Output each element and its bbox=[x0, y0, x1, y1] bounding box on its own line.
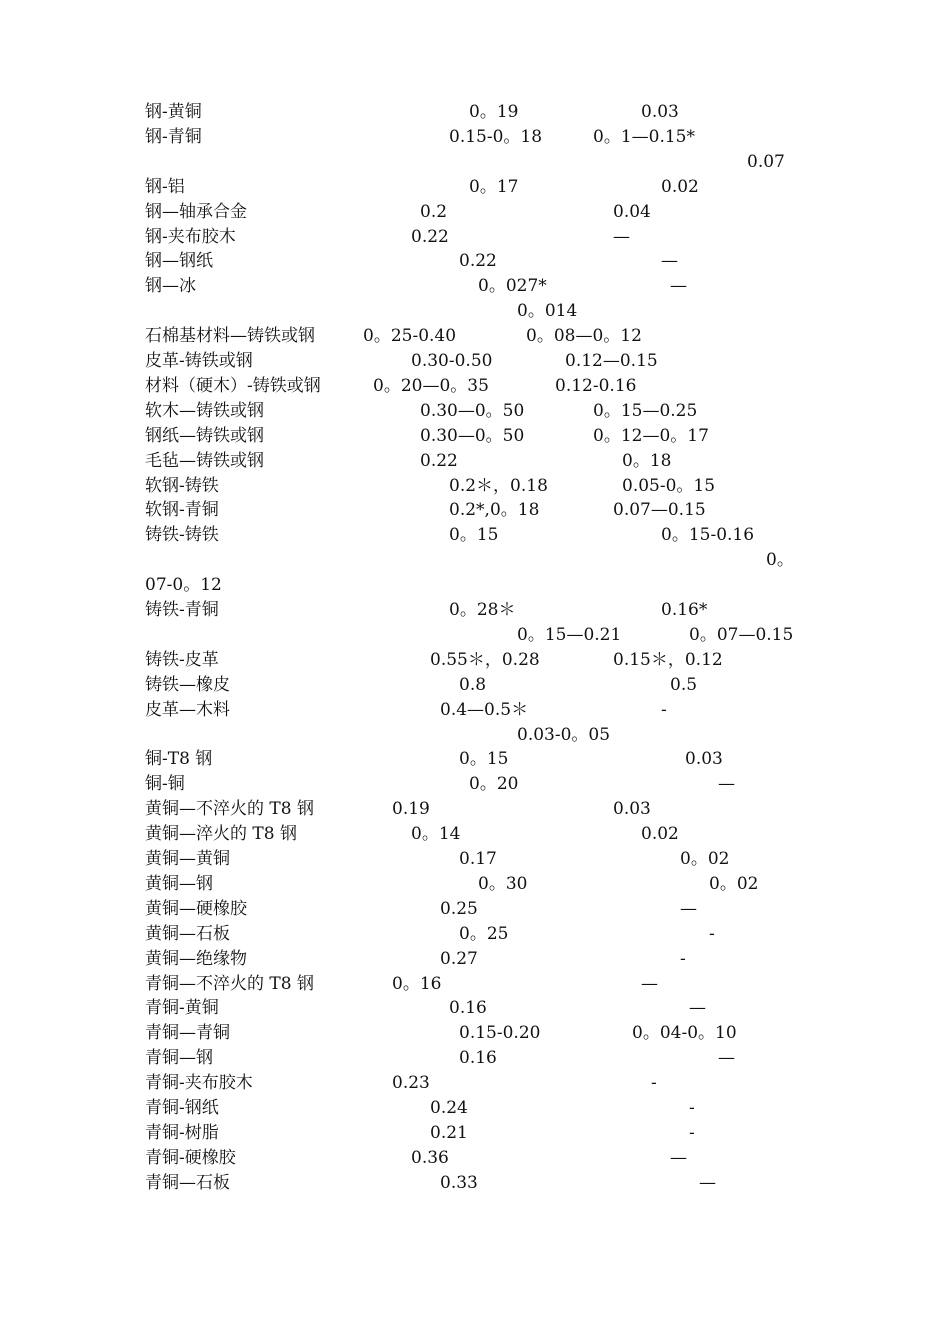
row-value: — bbox=[680, 898, 697, 919]
row-value: — bbox=[699, 1172, 716, 1193]
row-value: 0.23 bbox=[392, 1073, 430, 1094]
row-value: 0。15 bbox=[459, 749, 509, 770]
row-value: 0.24 bbox=[430, 1098, 468, 1118]
row-material: 青铜-黄铜 bbox=[145, 998, 219, 1019]
row-value: 0.19 bbox=[392, 799, 430, 820]
row-value: 0。 bbox=[766, 550, 794, 571]
row-material: 钢—冰 bbox=[145, 276, 196, 297]
row-value: 0。1—0.15* bbox=[593, 126, 695, 147]
row-value: 0.17 bbox=[459, 849, 497, 869]
row-value: 0。15-0.16 bbox=[661, 525, 755, 546]
row-material: 黄铜—不淬火的 T8 钢 bbox=[145, 799, 314, 820]
row-material: 钢—钢纸 bbox=[145, 251, 213, 272]
row-value: 0.22 bbox=[411, 226, 449, 247]
row-material: 黄铜—硬橡胶 bbox=[145, 898, 247, 919]
row-value: — bbox=[689, 998, 706, 1019]
row-value: 0。20 bbox=[469, 774, 519, 795]
row-value: 0。18 bbox=[622, 450, 672, 471]
row-material: 青铜-夹布胶木 bbox=[145, 1073, 253, 1094]
row-value: — bbox=[670, 1147, 687, 1168]
row-value: 0。027* bbox=[478, 276, 547, 297]
row-material: 黄铜—石板 bbox=[145, 923, 230, 944]
row-material: 钢-铝 bbox=[145, 176, 185, 197]
row-value: 0。02 bbox=[709, 873, 759, 894]
row-value: 0.8 bbox=[459, 674, 487, 695]
row-value: 0。15—0.25 bbox=[593, 400, 698, 421]
row-value: 0.03-0。05 bbox=[517, 724, 611, 745]
row-value: — bbox=[613, 226, 630, 247]
row-value: 0.12—0.15 bbox=[565, 351, 658, 371]
row-material: 毛毡—铸铁或钢 bbox=[145, 450, 264, 471]
row-material: 钢-黄铜 bbox=[145, 102, 202, 122]
row-value: 0.04 bbox=[613, 201, 651, 222]
row-value: 0。15—0.21 bbox=[517, 624, 622, 645]
row-value: 0.03 bbox=[685, 749, 723, 770]
row-value: 0.5 bbox=[670, 674, 698, 695]
row-value: — bbox=[718, 774, 735, 795]
row-value: 0。17 bbox=[469, 176, 519, 197]
row-value: 0.16 bbox=[449, 998, 487, 1019]
row-value: 0.33 bbox=[440, 1172, 478, 1193]
row-material: 黄铜—黄铜 bbox=[145, 849, 230, 869]
row-material: 青铜—石板 bbox=[145, 1172, 230, 1193]
row-value: - bbox=[651, 1073, 657, 1094]
row-value: 0.16* bbox=[661, 600, 708, 620]
row-value: — bbox=[641, 973, 658, 994]
row-value: 0.36 bbox=[411, 1147, 449, 1168]
row-value: 0.2 bbox=[420, 201, 448, 222]
row-material: 皮革-铸铁或钢 bbox=[145, 351, 253, 371]
row-material: 软木—铸铁或钢 bbox=[145, 400, 264, 421]
row-value: 0.05-0。15 bbox=[622, 475, 716, 496]
row-value: - bbox=[709, 923, 715, 944]
row-value: 0.2*,0。18 bbox=[449, 500, 540, 521]
row-material: 青铜—不淬火的 T8 钢 bbox=[145, 973, 314, 994]
row-material: 黄铜—淬火的 T8 钢 bbox=[145, 824, 297, 845]
row-value: 0.07—0.15 bbox=[613, 500, 706, 521]
row-value: 0.30—0。50 bbox=[420, 425, 525, 446]
row-value: 0.21 bbox=[430, 1122, 468, 1143]
row-value: 0.12-0.16 bbox=[555, 375, 637, 396]
row-material: 黄铜—钢 bbox=[145, 873, 213, 894]
row-value: 0.07 bbox=[747, 151, 785, 172]
row-value: 0.4—0.5＊ bbox=[440, 699, 529, 720]
row-material: 材料（硬木）-铸铁或钢 bbox=[145, 375, 321, 396]
row-material: 钢—轴承合金 bbox=[145, 201, 247, 222]
row-value: 0.02 bbox=[661, 176, 699, 197]
row-material: 铜-T8 钢 bbox=[145, 749, 213, 770]
row-value: 0.30-0.50 bbox=[411, 351, 493, 371]
row-value: 0。25 bbox=[459, 923, 509, 944]
row-material: 皮革—木料 bbox=[145, 699, 230, 720]
row-value: 0。14 bbox=[411, 824, 461, 845]
row-value: — bbox=[661, 251, 678, 272]
row-value: 0。30 bbox=[478, 873, 528, 894]
row-value: 0。04-0。10 bbox=[632, 1023, 737, 1044]
row-value: 0。08—0。12 bbox=[526, 326, 642, 347]
row-value: 0.03 bbox=[641, 102, 679, 122]
row-value: 0.22 bbox=[420, 450, 458, 471]
row-material: 青铜-树脂 bbox=[145, 1122, 219, 1143]
row-value: 0。12—0。17 bbox=[593, 425, 709, 446]
row-material: 铜-铜 bbox=[145, 774, 185, 795]
row-material: 青铜-硬橡胶 bbox=[145, 1147, 236, 1168]
row-value: 0。28＊ bbox=[449, 600, 516, 620]
row-value: 0。20—0。35 bbox=[373, 375, 489, 396]
row-value: 0。25-0.40 bbox=[363, 326, 457, 347]
row-value: 0.02 bbox=[641, 824, 679, 845]
row-value: 0。014 bbox=[517, 301, 578, 322]
row-value: 0。02 bbox=[680, 849, 730, 869]
row-value: 0.30—0。50 bbox=[420, 400, 525, 421]
row-material: 钢-青铜 bbox=[145, 126, 202, 147]
row-material: 铸铁-皮革 bbox=[145, 649, 219, 670]
row-value: 0。07—0.15 bbox=[689, 624, 794, 645]
row-material: 铸铁—橡皮 bbox=[145, 674, 230, 695]
row-value: 0.25 bbox=[440, 898, 478, 919]
row-material: 铸铁-铸铁 bbox=[145, 525, 219, 546]
row-material: 钢-夹布胶木 bbox=[145, 226, 236, 247]
row-material: 软钢-铸铁 bbox=[145, 475, 219, 496]
row-value: 0.22 bbox=[459, 251, 497, 272]
row-value: 0.03 bbox=[613, 799, 651, 820]
row-value: 0.55＊，0.28 bbox=[430, 649, 540, 670]
row-value: — bbox=[718, 1048, 735, 1069]
row-material: 黄铜—绝缘物 bbox=[145, 948, 247, 969]
row-value: 0。15 bbox=[449, 525, 499, 546]
row-material: 青铜-钢纸 bbox=[145, 1098, 219, 1118]
row-material: 铸铁-青铜 bbox=[145, 600, 219, 620]
row-value: 0。16 bbox=[392, 973, 442, 994]
row-material: 石棉基材料—铸铁或钢 bbox=[145, 326, 315, 347]
row-value: — bbox=[670, 276, 687, 297]
row-value: 0。19 bbox=[469, 102, 519, 122]
row-value: - bbox=[689, 1122, 695, 1143]
row-material: 软钢-青铜 bbox=[145, 500, 219, 521]
row-value: - bbox=[661, 699, 667, 720]
row-value: - bbox=[680, 948, 686, 969]
row-value: 0.16 bbox=[459, 1048, 497, 1069]
row-value: 0.2＊，0.18 bbox=[449, 475, 548, 496]
row-value: 0.15-0。18 bbox=[449, 126, 543, 147]
row-value: - bbox=[689, 1098, 695, 1118]
row-material: 青铜—钢 bbox=[145, 1048, 213, 1069]
row-value: 07-0。12 bbox=[145, 575, 222, 596]
row-value: 0.15-0.20 bbox=[459, 1023, 541, 1044]
row-value: 0.27 bbox=[440, 948, 478, 969]
row-value: 0.15＊，0.12 bbox=[613, 649, 723, 670]
row-material: 青铜—青铜 bbox=[145, 1023, 230, 1044]
row-material: 钢纸—铸铁或钢 bbox=[145, 425, 264, 446]
